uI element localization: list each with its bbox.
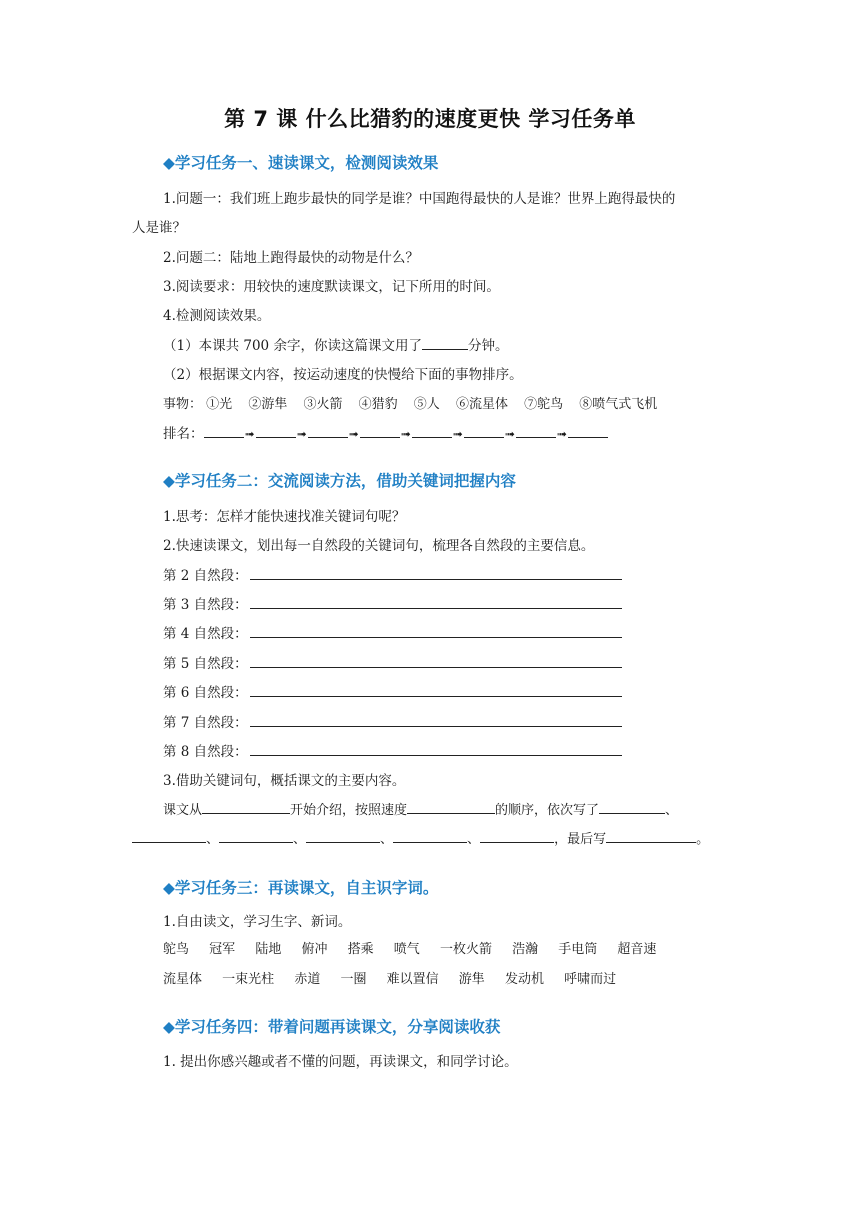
word-item: 超音速 (617, 942, 657, 957)
summary-separator: 、 (206, 832, 220, 847)
task2-q1: 1.思考：怎样才能快速找准关键词句呢？ (163, 509, 406, 525)
paragraph-3-blank[interactable] (250, 594, 622, 609)
summary-item-blank[interactable] (393, 828, 467, 843)
paragraph-6-blank[interactable] (250, 682, 622, 697)
paragraph-8-blank[interactable] (250, 741, 622, 756)
arrow-icon: ➟ (556, 427, 567, 441)
item-huojian: ③火箭 (303, 397, 343, 412)
task4-q1: 1. 提出你感兴趣或者不懂的问题，再读课文，和同学讨论。 (163, 1054, 518, 1070)
word-item: 呼啸而过 (564, 972, 617, 987)
arrow-icon: ➟ (296, 427, 307, 441)
item-liebao: ④猎豹 (358, 397, 398, 412)
word-item: 一圈 (340, 972, 367, 987)
word-item: 游隼 (458, 972, 485, 987)
task4-heading: ◆学习任务四：带着问题再读课文，分享阅读收获 (163, 1018, 501, 1036)
words-row-2 (163, 968, 632, 987)
rank-label: 排名： (163, 426, 204, 442)
paragraph-label: 第 7 自然段： (163, 715, 248, 731)
summary-line1 (163, 799, 678, 818)
paragraph-label: 第 5 自然段： (163, 656, 248, 672)
paragraph-label: 第 2 自然段： (163, 568, 248, 584)
rank-blank[interactable] (360, 423, 400, 438)
paragraph-5-row (163, 652, 622, 672)
summary-last-blank[interactable] (606, 828, 696, 843)
summary-item-blank[interactable] (219, 828, 293, 843)
word-item: 陆地 (255, 942, 282, 957)
paragraph-2-blank[interactable] (250, 565, 622, 580)
paragraph-label: 第 4 自然段： (163, 626, 248, 642)
item-youzhun: ②游隼 (248, 397, 288, 412)
arrow-icon: ➟ (504, 427, 515, 441)
paragraph-5-blank[interactable] (250, 653, 622, 668)
word-item: 难以置信 (386, 972, 439, 987)
arrow-icon: ➟ (400, 427, 411, 441)
word-item: 鸵鸟 (163, 942, 190, 957)
item-ren: ⑤人 (413, 397, 440, 412)
word-item: 赤道 (294, 972, 321, 987)
paragraph-3-row (163, 593, 622, 613)
paragraph-label: 第 3 自然段： (163, 597, 248, 613)
paragraph-label: 第 6 自然段： (163, 685, 248, 701)
word-item: 喷气 (393, 942, 420, 957)
summary-item-blank[interactable] (480, 828, 554, 843)
summary-part-e: ，最后写 (554, 832, 607, 847)
task1-q2: 2.问题二：陆地上跑得最快的动物是什么？ (163, 250, 419, 266)
task1-q1-line1: 1.问题一：我们班上跑步最快的同学是谁？中国跑得最快的人是谁？世界上跑得最快的 (163, 191, 676, 207)
rank-blank[interactable] (412, 423, 452, 438)
task2-heading: ◆学习任务二：交流阅读方法，借助关键词把握内容 (163, 472, 516, 490)
item-guang: ①光 (206, 397, 233, 412)
summary-order-blank[interactable] (407, 799, 495, 814)
word-item: 冠军 (209, 942, 236, 957)
rank-blank[interactable] (308, 423, 348, 438)
summary-start-blank[interactable] (202, 799, 290, 814)
paragraph-label: 第 8 自然段： (163, 744, 248, 760)
word-item: 手电筒 (558, 942, 598, 957)
words-row-1 (163, 938, 672, 957)
paragraph-2-row (163, 564, 622, 584)
task1-sub1-text: （1）本课共 700 余字，你读这篇课文用了 (163, 338, 422, 354)
word-item: 流星体 (163, 972, 203, 987)
word-item: 搭乘 (347, 942, 374, 957)
paragraph-4-row (163, 622, 622, 642)
paragraph-8-row (163, 740, 622, 760)
task1-q3: 3.阅读要求：用较快的速度默读课文，记下所用的时间。 (163, 279, 500, 295)
summary-part-c: 的顺序，依次写了 (495, 803, 600, 818)
item-penqishi-feiji: ⑧喷气式飞机 (579, 397, 658, 412)
summary-separator: 、 (380, 832, 394, 847)
word-item: 俯冲 (301, 942, 328, 957)
task1-q1-line2: 人是谁？ (132, 220, 186, 236)
ranking-row (163, 422, 608, 442)
summary-separator: 、 (467, 832, 481, 847)
summary-item-blank[interactable] (132, 828, 206, 843)
task1-sub1-unit: 分钟。 (467, 338, 509, 354)
word-item: 一束光柱 (222, 972, 275, 987)
arrow-icon: ➟ (244, 427, 255, 441)
rank-blank[interactable] (516, 423, 556, 438)
task1-q4: 4.检测阅读效果。 (163, 308, 271, 324)
items-label: 事物： (163, 397, 203, 412)
rank-blank[interactable] (256, 423, 296, 438)
arrow-icon: ➟ (348, 427, 359, 441)
reading-time-blank[interactable] (422, 335, 468, 350)
task1-heading: ◆学习任务一、速读课文，检测阅读效果 (163, 154, 439, 172)
rank-blank[interactable] (464, 423, 504, 438)
task1-sub1 (163, 334, 508, 354)
summary-part-a: 课文从 (163, 803, 203, 818)
paragraph-7-row (163, 711, 622, 731)
summary-line2 (132, 828, 709, 847)
word-item: 浩瀚 (512, 942, 539, 957)
arrow-icon: ➟ (452, 427, 463, 441)
word-item: 一枚火箭 (439, 942, 492, 957)
paragraph-4-blank[interactable] (250, 623, 622, 638)
task1-sub2: （2）根据课文内容，按运动速度的快慢给下面的事物排序。 (163, 367, 523, 383)
item-liuxingti: ⑥流星体 (455, 397, 508, 412)
items-row (163, 393, 657, 412)
summary-item-blank[interactable] (306, 828, 380, 843)
summary-part-d: 、 (665, 803, 679, 818)
page-title: 第 7 课 什么比猎豹的速度更快 学习任务单 (224, 107, 636, 131)
item-tuoniao: ⑦鸵鸟 (524, 397, 564, 412)
task3-heading: ◆学习任务三：再读课文，自主识字词。 (163, 879, 439, 897)
summary-part-f: 。 (696, 832, 710, 847)
task2-q2: 2.快速读课文，划出每一自然段的关键词句，梳理各自然段的主要信息。 (163, 538, 595, 554)
summary-separator: 、 (293, 832, 307, 847)
summary-item-blank[interactable] (599, 799, 665, 814)
rank-blank[interactable] (568, 423, 608, 438)
paragraph-7-blank[interactable] (250, 712, 622, 727)
paragraph-6-row (163, 681, 622, 701)
rank-blank[interactable] (204, 423, 244, 438)
task3-q1: 1.自由读文，学习生字、新词。 (163, 914, 352, 930)
summary-part-b: 开始介绍，按照速度 (290, 803, 408, 818)
word-item: 发动机 (504, 972, 544, 987)
task2-q3: 3.借助关键词句，概括课文的主要内容。 (163, 773, 406, 789)
